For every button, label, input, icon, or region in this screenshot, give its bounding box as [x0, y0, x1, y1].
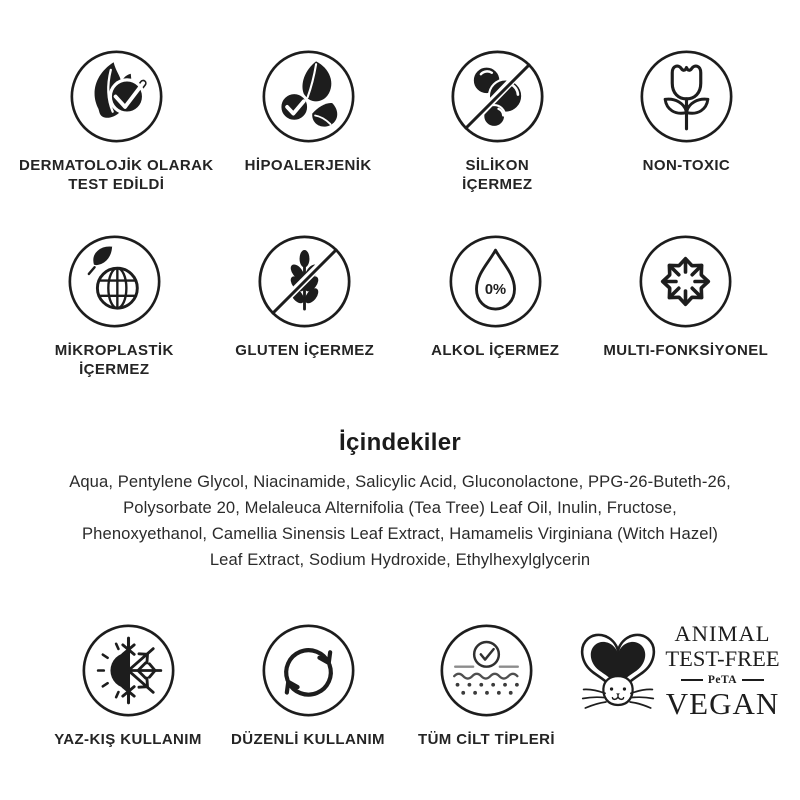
- badge-alcohol-free: [400, 234, 591, 379]
- divider-line: [742, 679, 764, 681]
- zero-percent-label: 0%: [484, 281, 506, 298]
- badge-microplastic-free: [19, 234, 210, 379]
- badge-label: GLUTEN İÇERMEZ: [235, 342, 375, 359]
- badge-row-3: [0, 620, 800, 749]
- badge-label: DERMATOLOJİK OLARAK: [19, 157, 214, 174]
- ingredients-line: Phenoxyethanol, Camellia Sinensis Leaf Extract, Hamamelis Virginiana (Witch Hazel): [82, 524, 718, 543]
- badge-label: NON-TOXIC: [642, 157, 731, 174]
- eight-arrows-out-icon: [638, 234, 733, 329]
- peta-bunny-icon: [575, 621, 661, 721]
- badge-summer-winter-use: [38, 623, 218, 749]
- peta-brand-text: PeTA: [707, 673, 738, 686]
- leaf-checkmark-icon: [69, 49, 164, 144]
- badge-label: DÜZENLİ KULLANIM: [231, 731, 385, 748]
- leaves-checkmark-icon: [261, 49, 356, 144]
- ingredients-section: [0, 429, 800, 573]
- ingredients-list: [0, 469, 800, 573]
- badge-label: HİPOALERJENİK: [244, 157, 372, 174]
- ingredients-title: İçindekiler: [338, 429, 462, 456]
- ingredients-line: Leaf Extract, Sodium Hydroxide, Ethylhexylglycerin: [209, 550, 591, 569]
- badge-non-toxic: [592, 49, 781, 194]
- badge-label: MULTI-FONKSİYONEL: [603, 342, 769, 359]
- badge-label: ALKOL İÇERMEZ: [431, 342, 560, 359]
- refresh-arrows-icon: [261, 623, 356, 718]
- badge-all-skin-types: [398, 623, 575, 749]
- skin-layers-check-icon: [439, 623, 534, 718]
- badge-dermatologically-tested: [19, 49, 214, 194]
- badge-regular-use: [218, 623, 398, 749]
- badge-row-2: [19, 194, 781, 379]
- badge-gluten-free: [210, 234, 401, 379]
- badge-label: İÇERMEZ: [79, 361, 150, 378]
- badge-label: SİLİKON: [465, 157, 530, 174]
- ingredients-line: Polysorbate 20, Melaleuca Alternifolia (Tea Tree) Leaf Oil, Inulin, Fructose,: [123, 498, 677, 517]
- badge-label: TEST EDİLDİ: [68, 176, 165, 193]
- badge-row-1: [19, 0, 781, 194]
- badge-silicone-free: [403, 49, 592, 194]
- globe-leaf-icon: [67, 234, 162, 329]
- badge-label: MİKROPLASTİK: [54, 342, 174, 359]
- badge-label: YAZ-KIŞ KULLANIM: [54, 731, 202, 748]
- ingredients-line: Aqua, Pentylene Glycol, Niacinamide, Salicylic Acid, Gluconolactone, PPG-26-Buteth-26,: [69, 472, 731, 491]
- badge-label: TÜM CİLT TİPLERİ: [418, 731, 555, 748]
- no-silicone-beads-icon: [450, 49, 545, 144]
- badge-label: İÇERMEZ: [462, 176, 533, 193]
- divider-line: [681, 679, 703, 681]
- badge-multi-functional: [591, 234, 782, 379]
- no-wheat-icon: [257, 234, 352, 329]
- peta-vegan-text: VEGAN: [665, 685, 780, 721]
- peta-animal-text: ANIMAL: [674, 620, 771, 646]
- peta-vegan-logo: [575, 620, 780, 721]
- sun-snowflake-icon: [81, 623, 176, 718]
- tulip-flower-icon: [639, 49, 734, 144]
- badge-hypoallergenic: [214, 49, 403, 194]
- peta-test-free-text: TEST-FREE: [665, 645, 780, 671]
- peta-divider: [665, 674, 781, 686]
- droplet-zero-percent-icon: [448, 234, 543, 329]
